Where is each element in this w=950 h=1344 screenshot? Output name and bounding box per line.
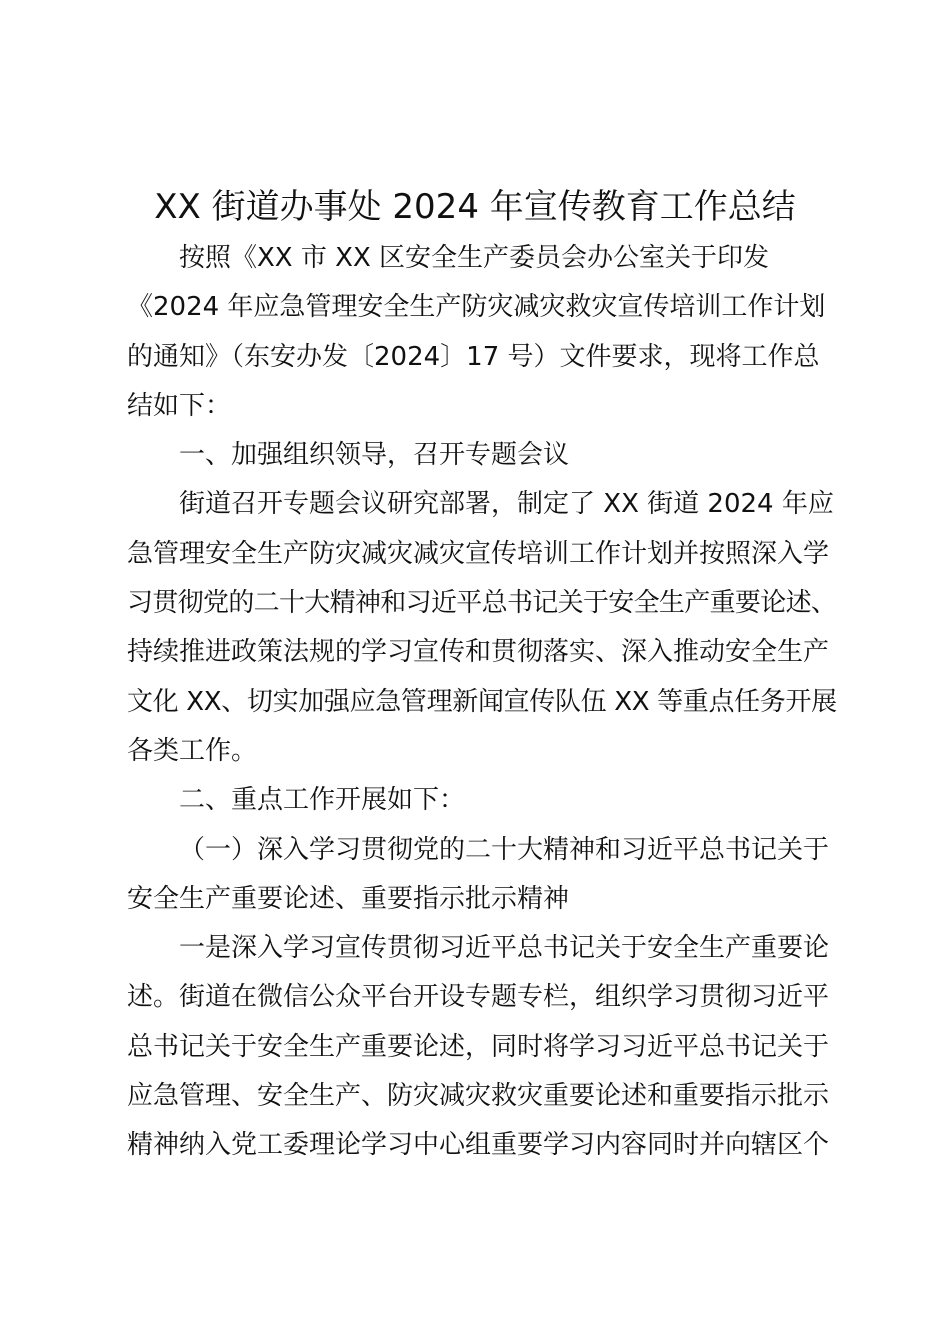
text-line: （一）深入学习贯彻党的二十大精神和习近平总书记关于 <box>179 834 830 865</box>
text-line: 一、加强组织领导，召开专题会议 <box>179 440 570 471</box>
text-line: 总书记关于安全生产重要论述，同时将学习习近平总书记关于 <box>127 1031 830 1062</box>
document-title: XX 街道办事处 2024 年宣传教育工作总结 <box>154 187 796 227</box>
text-line: 一是深入学习宣传贯彻习近平总书记关于安全生产重要论 <box>179 933 830 964</box>
text-line: 各类工作。 <box>127 735 258 766</box>
text-line: 按照《XX 市 XX 区安全生产委员会办公室关于印发 <box>179 243 770 273</box>
text-line: 的通知》（东安办发〔2024〕17 号）文件要求，现将工作总 <box>127 341 820 372</box>
text-line: 急管理安全生产防灾减灾减灾宣传培训工作计划并按照深入学 <box>127 538 830 569</box>
text-line: 《2024 年应急管理安全生产防灾减灾救灾宣传培训工作计划 <box>127 292 826 323</box>
text-line: 二、重点工作开展如下： <box>179 785 466 816</box>
text-line: 街道召开专题会议研究部署，制定了 XX 街道 2024 年应 <box>179 489 834 520</box>
text-line: 应急管理、安全生产、防灾减灾救灾重要论述和重要指示批示 <box>127 1081 830 1112</box>
text-line: 安全生产重要论述、重要指示批示精神 <box>127 883 570 914</box>
text-line: 持续推进政策法规的学习宣传和贯彻落实、深入推动安全生产 <box>127 637 830 668</box>
text-line: 结如下： <box>127 390 232 421</box>
text-line: 文化 XX、切实加强应急管理新闻宣传队伍 XX 等重点任务开展 <box>127 686 837 717</box>
text-line: 精神纳入党工委理论学习中心组重要学习内容同时并向辖区个 <box>127 1130 830 1161</box>
text-line: 述。街道在微信公众平台开设专题专栏，组织学习贯彻习近平 <box>127 982 830 1013</box>
document-body <box>127 234 837 1171</box>
text-line: 习贯彻党的二十大精神和习近平总书记关于安全生产重要论述、 <box>127 588 837 619</box>
